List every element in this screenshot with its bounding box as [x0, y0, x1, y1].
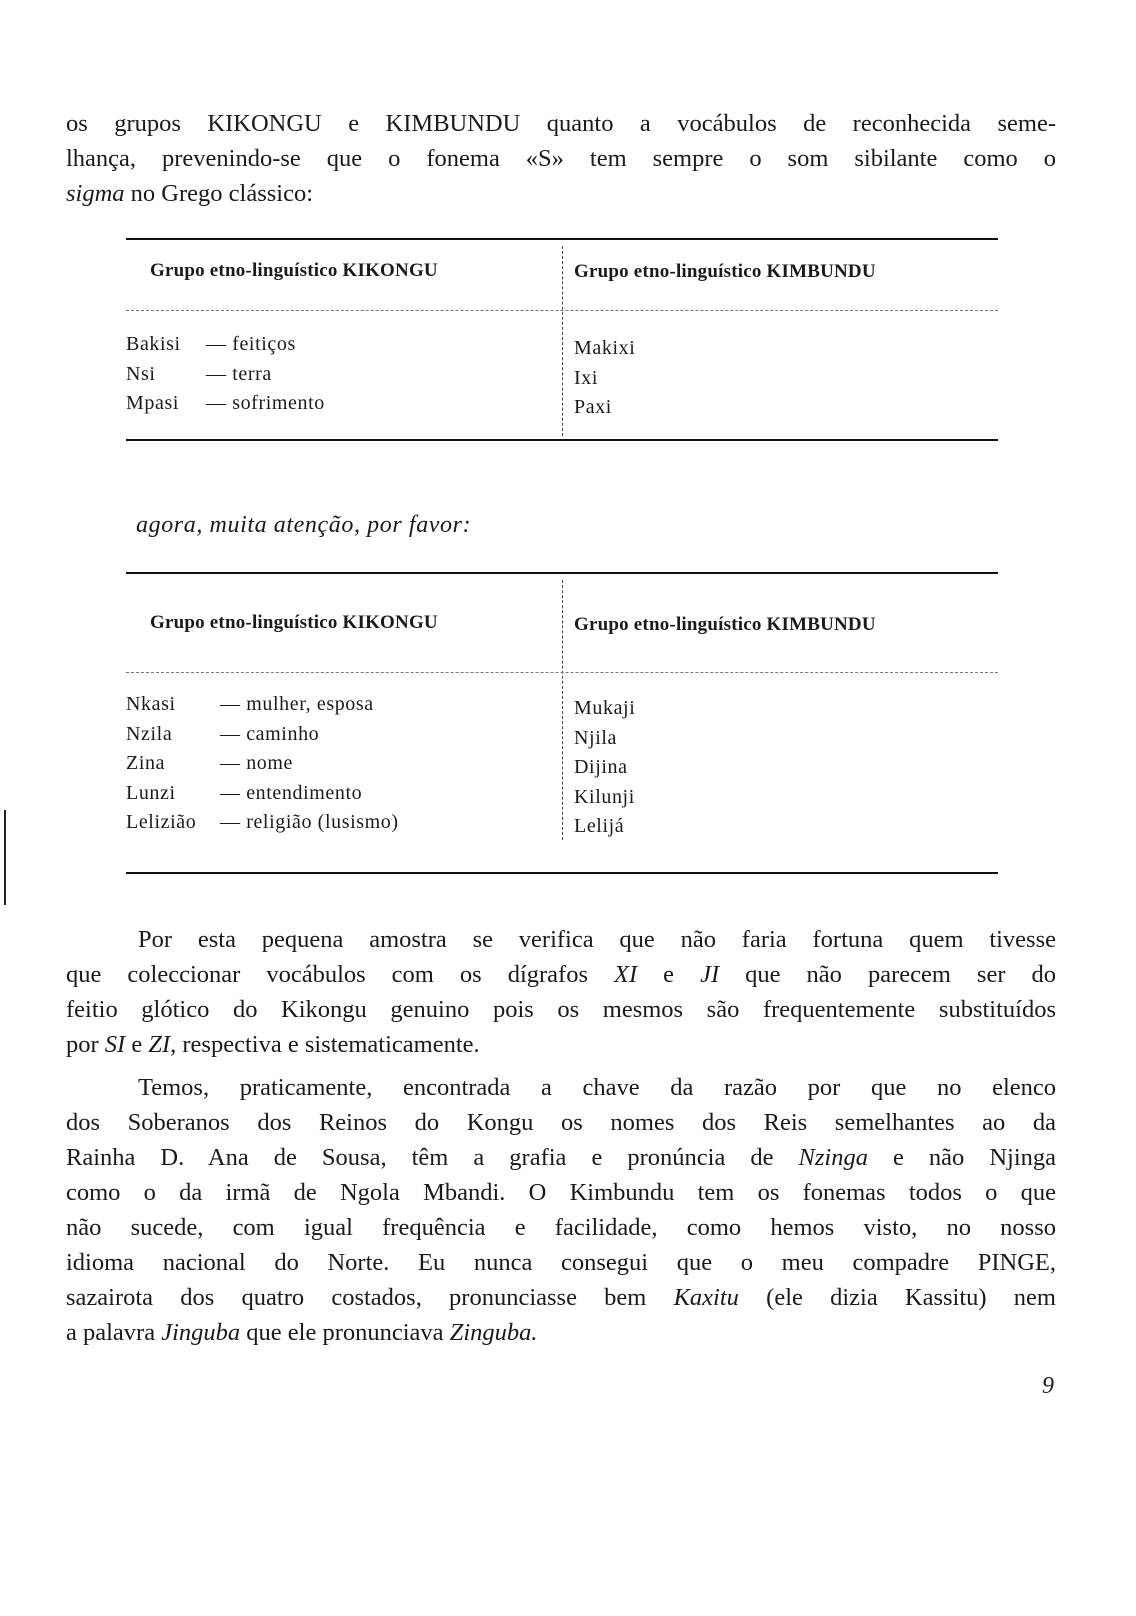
kikongu-word: Bakisi — [126, 333, 181, 355]
italic-term: Zinguba. — [449, 1319, 538, 1346]
table-1-kikongu-column — [126, 330, 325, 419]
table-row — [126, 389, 325, 419]
vocabulary-table-2 — [126, 572, 998, 878]
table-row — [126, 779, 399, 809]
para-2-line-7 — [66, 1280, 1056, 1315]
table-1-header-kimbundu: Grupo etno-linguístico KIMBUNDU — [574, 261, 876, 282]
text-run: , respectiva e sistematicamente. — [170, 1031, 480, 1058]
intro-line-2: lhança, prevenindo-se que o fonema «S» tem sempre o som sibilante como o — [66, 145, 1056, 172]
para-2-line-5: não sucede, com igual frequência e facilidade, como hemos visto, no nosso — [66, 1214, 1056, 1241]
text-run: que não parecem ser do — [719, 961, 1057, 988]
para-1-line-4 — [66, 1027, 1056, 1062]
para-1-line-3: feitio glótico do Kikongu genuino pois os mesmos são frequentemente substituídos — [66, 996, 1056, 1023]
text-run: a palavra — [66, 1319, 162, 1346]
italic-term: Nzinga — [798, 1144, 868, 1171]
attention-note: agora, muita atenção, por favor: — [136, 512, 472, 538]
table-row — [126, 720, 399, 750]
kikongu-word: Zina — [126, 752, 166, 774]
table-1-kimbundu-column — [574, 334, 635, 423]
vocabulary-table-1 — [126, 238, 998, 444]
kikongu-meaning: — religião (lusismo) — [220, 811, 399, 833]
para-2-line-2: dos Soberanos dos Reinos do Kongu os nomes dos Reis semelhantes ao da — [66, 1109, 1056, 1136]
kikongu-meaning: — nome — [220, 752, 294, 774]
table-2-top-rule — [126, 572, 998, 574]
kimbundu-word: Dijina — [574, 756, 628, 778]
text-run: e não Njinga — [867, 1144, 1056, 1171]
table-2-column-divider — [562, 580, 563, 840]
table-1-bottom-rule — [126, 439, 998, 441]
body-paragraph-1 — [66, 922, 1056, 1062]
para-2-line-1: Temos, praticamente, encontrada a chave da razão por que no elenco — [138, 1074, 1056, 1101]
kikongu-meaning: — mulher, esposa — [220, 693, 374, 715]
kikongu-word: Mpasi — [126, 392, 179, 414]
para-2-line-8 — [66, 1315, 1056, 1350]
text-run: sazairota dos quatro costados, pronunciasse bem — [66, 1284, 674, 1311]
kimbundu-word: Kilunji — [574, 785, 635, 808]
body-paragraph-2 — [66, 1070, 1056, 1350]
table-row — [126, 360, 325, 390]
table-2-kimbundu-column — [574, 694, 635, 842]
table-row — [126, 808, 399, 838]
digraph-zi: ZI — [148, 1031, 171, 1058]
kikongu-word: Nkasi — [126, 693, 176, 715]
para-2-line-6: idioma nacional do Norte. Eu nunca consegui que o meu compadre PINGE, — [66, 1249, 1056, 1276]
kikongu-meaning: — feitiços — [206, 333, 296, 355]
kimbundu-word: Njila — [574, 726, 617, 749]
digraph-si: SI — [104, 1031, 126, 1058]
kimbundu-word: Lelijá — [574, 815, 625, 837]
kimbundu-word: Ixi — [574, 366, 599, 389]
intro-line-3 — [66, 176, 1056, 211]
table-2-header-rule — [126, 672, 998, 673]
text-run: (ele dizia Kassitu) nem — [738, 1284, 1056, 1311]
text-run: Rainha D. Ana de Sousa, têm a grafia e pronúncia de — [66, 1144, 799, 1171]
text-run: e — [637, 961, 701, 988]
table-row — [126, 330, 325, 360]
table-row — [126, 690, 399, 720]
intro-paragraph — [66, 106, 1056, 211]
table-2-header-kimbundu: Grupo etno-linguístico KIMBUNDU — [574, 614, 876, 635]
kimbundu-word: Makixi — [574, 337, 636, 359]
table-1-column-divider — [562, 246, 563, 436]
text-run: que coleccionar vocábulos com os dígrafos — [66, 961, 615, 988]
text-run: que ele pronunciava — [240, 1319, 450, 1346]
intro-italic-word: sigma — [66, 180, 125, 207]
text-run: e — [125, 1031, 149, 1058]
intro-line-3-rest: no Grego clássico: — [124, 180, 314, 207]
table-1-header-rule — [126, 310, 998, 311]
kikongu-meaning: — entendimento — [220, 781, 363, 804]
para-1-line-2 — [66, 957, 1056, 992]
kimbundu-word: Paxi — [574, 396, 612, 418]
kikongu-meaning: — caminho — [220, 722, 320, 745]
table-1-top-rule — [126, 238, 998, 240]
table-row — [126, 749, 399, 779]
table-2-header-kikongu: Grupo etno-linguístico KIKONGU — [150, 612, 438, 633]
kikongu-meaning: — sofrimento — [206, 392, 325, 414]
italic-term: Jinguba — [161, 1319, 241, 1346]
para-1-line-1: Por esta pequena amostra se verifica que não faria fortuna quem tivesse — [138, 926, 1056, 953]
kikongu-word: Lunzi — [126, 781, 176, 804]
digraph-ji: JI — [700, 961, 720, 988]
kikongu-word: Lelizião — [126, 811, 197, 833]
digraph-xi: XI — [614, 961, 638, 988]
margin-scan-mark — [4, 810, 6, 905]
para-2-line-3 — [66, 1140, 1056, 1175]
kimbundu-word: Mukaji — [574, 697, 636, 719]
italic-term: Kaxitu — [673, 1284, 739, 1311]
table-1-header-kikongu: Grupo etno-linguístico KIKONGU — [150, 260, 438, 281]
kikongu-word: Nsi — [126, 362, 156, 385]
para-2-line-4: como o da irmã de Ngola Mbandi. O Kimbundu tem os fonemas todos o que — [66, 1179, 1056, 1206]
page-number: 9 — [1042, 1373, 1054, 1399]
kikongu-word: Nzila — [126, 722, 173, 745]
table-2-bottom-rule — [126, 872, 998, 874]
text-run: por — [66, 1031, 105, 1058]
kikongu-meaning: — terra — [206, 362, 272, 385]
table-2-kikongu-column — [126, 690, 399, 838]
intro-line-1: os grupos KIKONGU e KIMBUNDU quanto a vocábulos de reconhecida seme- — [66, 110, 1056, 137]
